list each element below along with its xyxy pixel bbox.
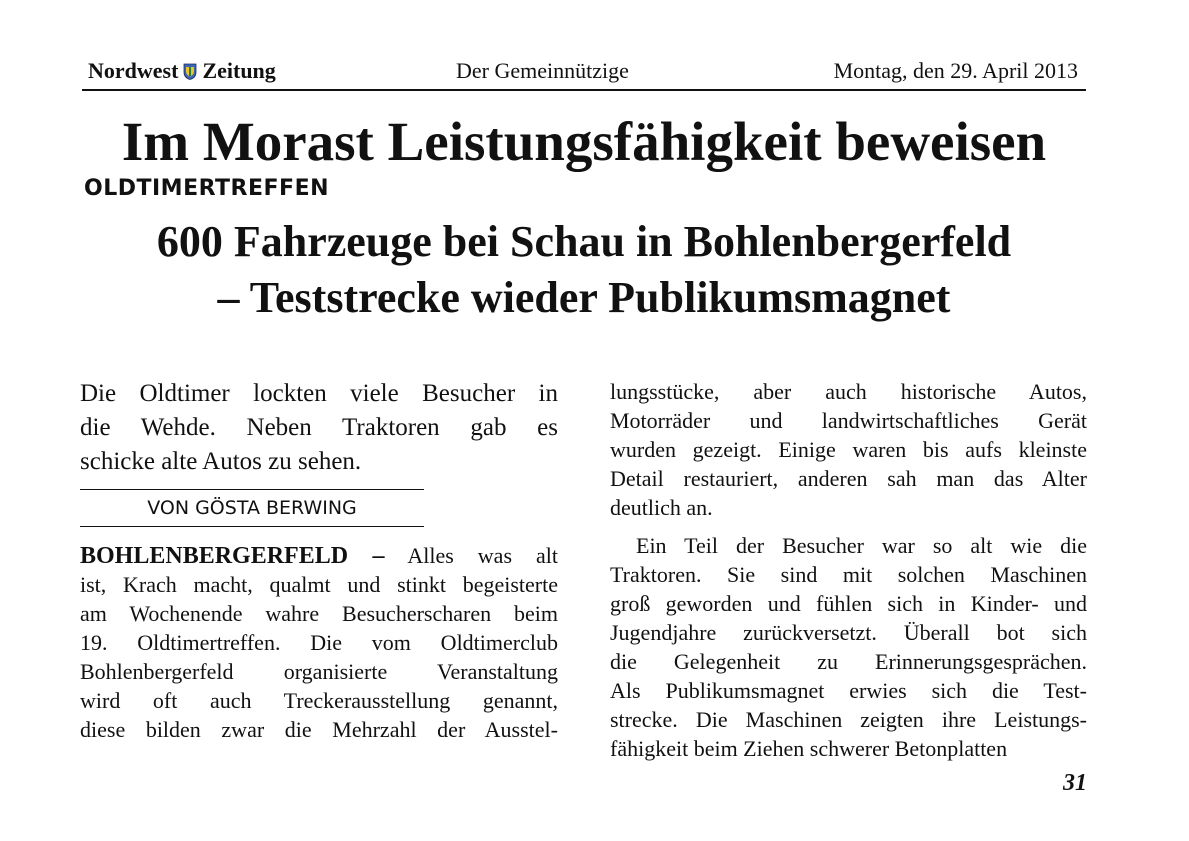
body-line: groß geworden und fühlen sich in Kinder- und [610, 591, 1087, 616]
dateline: BOHLENBERGERFELD – [80, 543, 385, 569]
newspaper-name [88, 58, 276, 84]
body-line: 19. Oldtimertreffen. Die vom Oldtimerclub [80, 630, 558, 655]
supplement-title: Der Gemeinnützige [456, 58, 629, 83]
coat-of-arms-icon [183, 63, 197, 80]
newspaper-name-right: Zeitung [202, 58, 276, 83]
body-line [610, 531, 1087, 560]
body-line [80, 541, 558, 570]
body-line: Bohlenbergerfeld organisierte Veranstaltung [80, 659, 558, 684]
body-line: deutlich an. [610, 495, 713, 520]
subheadline-line: 600 Fahrzeuge bei Schau in Bohlenbergerfeld [156, 217, 1012, 266]
body-line-text: Ein Teil der Besucher war so alt wie die [636, 533, 1087, 558]
masthead-rule [82, 89, 1086, 91]
byline-rule-bottom [80, 526, 424, 527]
body-line: Als Publikumsmagnet erwies sich die Test- [610, 678, 1087, 703]
subheadline-line: – Teststrecke wieder Publikumsmagnet [217, 273, 951, 322]
byline: VON GÖSTA BERWING [147, 497, 357, 519]
paragraph-gap [610, 522, 1087, 531]
lead-line: schicke alte Autos zu sehen. [80, 448, 362, 475]
kicker: OLDTIMERTREFFEN [84, 176, 330, 201]
subheadline [82, 214, 1086, 326]
body-line: am Wochenende wahre Besucherscharen beim [80, 601, 558, 626]
body-line: lungsstücke, aber auch historische Autos, [610, 379, 1087, 404]
lead-line: Die Oldtimer lockten viele Besucher in [80, 380, 558, 407]
body-line: die Gelegenheit zu Erinnerungsgesprächen. [610, 649, 1087, 674]
body-line: Traktoren. Sie sind mit solchen Maschinen [610, 562, 1087, 587]
headline: Im Morast Leistungsfähigkeit beweisen [121, 111, 1047, 172]
page-number: 31 [1063, 770, 1087, 796]
issue-date: Montag, den 29. April 2013 [833, 58, 1078, 83]
body-line-text: Alles was alt [407, 543, 558, 568]
body-line: fähigkeit beim Ziehen schwerer Betonplatten [610, 736, 1008, 761]
body-line: wird oft auch Treckerausstellung genannt, [80, 688, 558, 713]
body-line: strecke. Die Maschinen zeigten ihre Leistungs- [610, 707, 1087, 732]
lead-paragraph [80, 377, 558, 479]
body-line: Jugendjahre zurückversetzt. Überall bot sich [610, 620, 1087, 645]
lead-line: die Wehde. Neben Traktoren gab es [80, 414, 558, 441]
masthead [82, 58, 1086, 88]
body-line: wurden gezeigt. Einige waren bis aufs kleinste [610, 437, 1087, 462]
body-line: diese bilden zwar die Mehrzahl der Ausstel- [80, 717, 558, 742]
newspaper-name-left: Nordwest [88, 58, 179, 83]
body-line: ist, Krach macht, qualmt und stinkt begeisterte [80, 572, 558, 597]
body-line: Detail restauriert, anderen sah man das Alter [610, 466, 1087, 491]
body-line: Motorräder und landwirtschaftliches Gerät [610, 408, 1087, 433]
body-column-right [610, 377, 1087, 763]
body-column-left [80, 541, 558, 744]
byline-rule-top [80, 489, 424, 490]
